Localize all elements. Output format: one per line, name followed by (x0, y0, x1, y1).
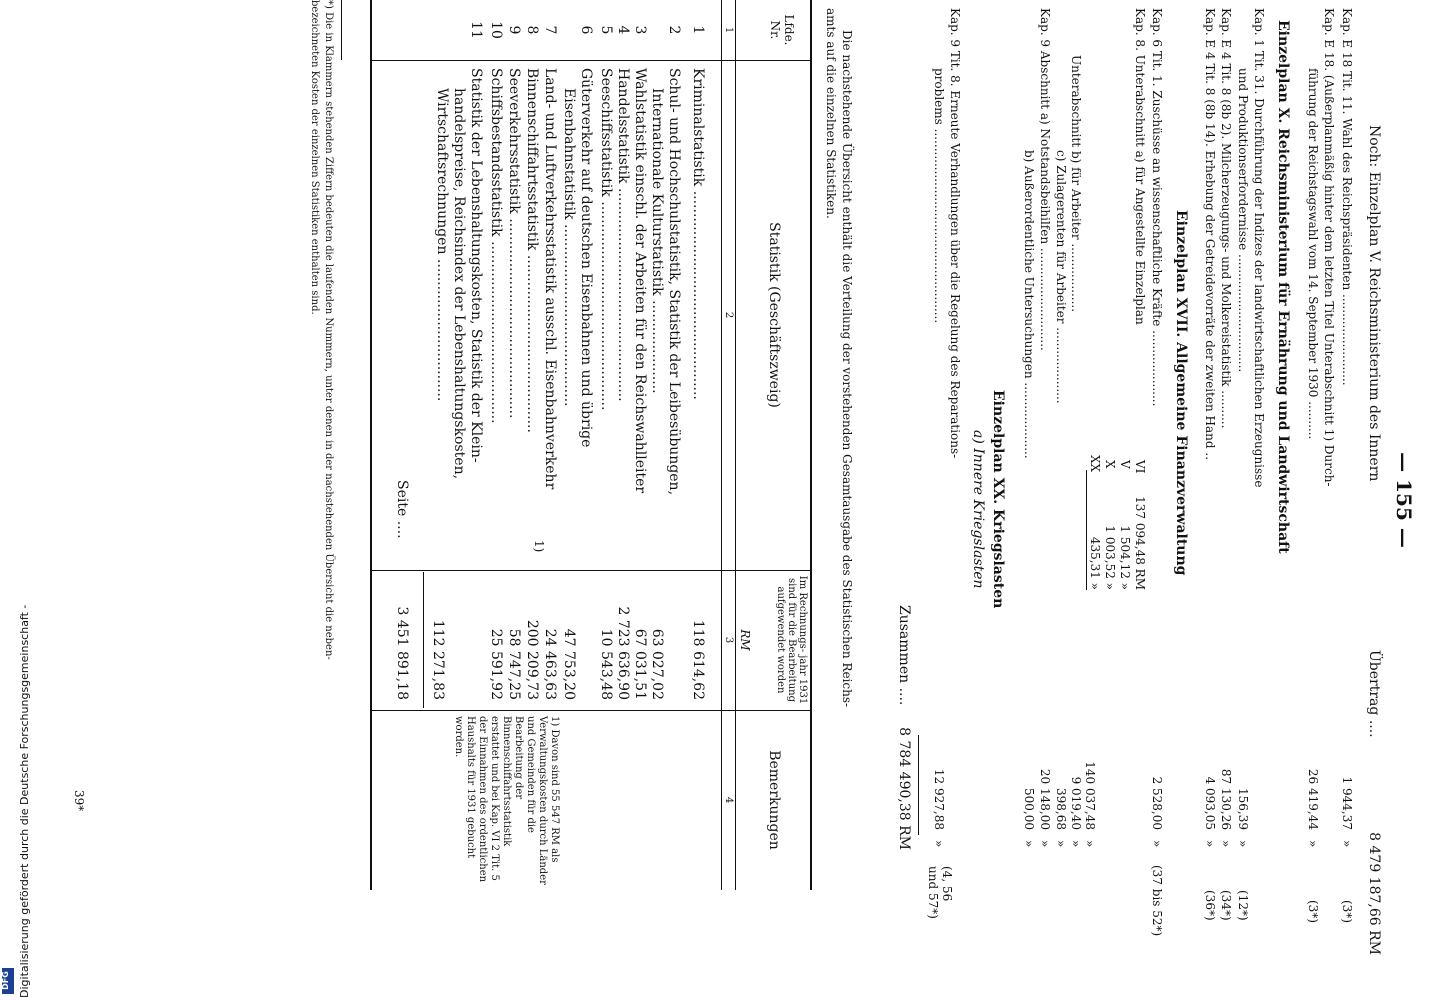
line-ref: (4, 56 und 57*) (926, 866, 954, 919)
row-amount: 200 209,73 (524, 619, 540, 700)
digitization-sidebar (0, 0, 31, 1000)
col-number: 4 (723, 796, 734, 804)
line-unit: » (1022, 840, 1036, 848)
einzelplan-code: VI (1133, 460, 1147, 474)
line-text: führung der Reichstagswahl vom 14. September 1930 .......... (1306, 68, 1320, 440)
row-amount: 118 614,62 (690, 619, 706, 700)
row-amount: 25 591,92 (488, 628, 504, 700)
row-number: 1 (690, 25, 706, 35)
row-amount: 47 753,20 (561, 628, 577, 700)
row-label: handelspreise, Reichsindex der Lebenshaltungskosten, (451, 88, 467, 480)
col-header-unit: RM (738, 629, 752, 651)
line-unit: » (1236, 840, 1250, 848)
sum-rule (1086, 470, 1087, 590)
row-label: Schul- und Hochschulstatistik, Statistik der Leibesübungen, (666, 68, 682, 496)
section-heading: Einzelplan XVII. Allgemeine Finanzverwaltung (1173, 210, 1189, 576)
row-label: Land- und Luftverkehrsstatistik ausschl. Eisenbahnverkehr (542, 68, 558, 490)
einzelplan-code: V (1118, 460, 1132, 469)
line-text: Kap. 9 Tit. 8. Erneute Verhandlungen über die Regelung des Reparations- (948, 8, 962, 459)
digitization-credit: Digitalisierung gefördert durch die Deutsche Forschungsgemeinschaft - (18, 604, 31, 998)
line-amount: 20 148,00 (1038, 768, 1052, 830)
row-number: 10 (488, 21, 504, 39)
row-amount: 112 271,83 (430, 619, 446, 700)
col-divider (372, 710, 812, 711)
row-amount: 58 747,25 (506, 628, 522, 700)
einzelplan-amount: 1 003,52 » (1103, 525, 1117, 590)
col-divider (372, 570, 812, 571)
line-text: b) Außerordentliche Untersuchungen .................... (1022, 150, 1036, 459)
row-amount: 24 463,63 (542, 628, 558, 700)
line-unit: » (1203, 840, 1217, 848)
line-amount: 156,39 (1236, 788, 1250, 830)
einzelplan-amount: 137 094,48 RM (1133, 496, 1147, 590)
line-unit: » (1038, 840, 1052, 848)
line-ref: (3*) (1340, 900, 1354, 923)
col-header-remarks: Bemerkungen (766, 750, 782, 850)
line-amount: 4 093,05 (1203, 776, 1217, 830)
line-ref: (36*) (1203, 890, 1217, 921)
uebertrag-value: 8 479 187,66 RM (1366, 832, 1382, 955)
uebertrag-label: Übertrag .... (1366, 650, 1382, 738)
seite-label: Seite .... (394, 480, 410, 539)
printer-signature: 39* (72, 790, 86, 812)
table-remark: 1) Davon sind 55 547 RM als Verwaltungskosten durch Länder und Gemeinden für die Bearbeitung der Binnenschiffahrtsstatistik erstattet und bei Kap. VI 2 Tit. 5 der Einnahmen des ordentlichen Haushalts für 1931 gebucht worden. (453, 716, 560, 885)
einzelplan-amount: 1 504,12 » (1118, 525, 1132, 590)
line-text: Kap. 9 Abschnitt a) Notstandsbeihilfen ........................... (1038, 8, 1052, 351)
row-label: Seeverkehrsstatistik ............................................. (506, 68, 522, 419)
line-ref: (37 bis 52*) (1150, 865, 1164, 937)
row-amount: 2 723 636,90 (615, 606, 631, 700)
col-number: 3 (723, 636, 734, 644)
row-label: Kriminalstatistik ............................................... (690, 68, 706, 400)
intro-text: amts auf die einzelnen Statistiken. (824, 8, 838, 219)
total-rule (918, 735, 919, 835)
section-subheading: a) Innere Kriegslasten (970, 430, 986, 589)
seite-value: 3 451 891,18 (394, 606, 410, 700)
table-bottom-rule (370, 0, 372, 890)
table-top-rule (810, 0, 812, 890)
line-amount: 2 528,00 (1150, 776, 1164, 830)
line-amount: 500,00 (1022, 788, 1036, 830)
line-unit: » (1219, 840, 1233, 848)
row-label: Wahlstatistik einschl. der Arbeiten für den Reichswahlleiter (632, 68, 648, 494)
row-note-mark: 1) (532, 540, 546, 553)
line-text: Kap. 6 Tit. 1. Zuschüsse an wissenschaftliche Kräfte .................... (1150, 8, 1164, 407)
line-text: c) Zulagerenten für Arbeiter .................... (1054, 150, 1068, 404)
footnote-rule (341, 0, 342, 60)
line-amount: 398,68 (1054, 788, 1068, 830)
row-number: 3 (632, 25, 648, 35)
continued-section-label: Noch: Einzelplan V. Reichsministerium des Innern (1366, 125, 1382, 482)
line-text: Kap. E 18. (Außerplanmäßig hinter dem letzten Titel Unterabschnitt 1) Durch- (1322, 8, 1336, 487)
line-ref: (3*) (1306, 900, 1320, 923)
row-number: 2 (666, 25, 682, 35)
row-label: Internationale Kulturstatistik ..................... (649, 88, 665, 394)
line-text: und Produktionserfordernisse ............................... (1236, 68, 1250, 373)
row-label: Handelsstatistik ................................................ (615, 68, 631, 402)
row-label: Statistik der Lebenshaltungskosten, Statistik der Klein- (468, 68, 484, 463)
line-text: Kap. E 18 Tit. 11. Wahl des Reichspräsidenten ........................ (1340, 8, 1354, 386)
row-amount: 10 543,48 (598, 628, 614, 700)
table-header-rule (735, 0, 736, 890)
row-amount: 63 027,02 (649, 628, 665, 700)
line-text: Unterabschnitt b) für Arbeiter .................. (1069, 55, 1083, 313)
einzelplan-amount: 435,31 » (1088, 536, 1102, 590)
row-number: 9 (506, 25, 522, 35)
total-label: Zusammen .... (896, 605, 912, 706)
row-label: Wirtschaftsrechnungen ................................ (434, 88, 450, 402)
line-text: Kap. 1 Tit. 31. Durchführung der Indizes der landwirtschaftlichen Erzeugnisse (1252, 8, 1266, 488)
row-number: 5 (598, 25, 614, 35)
line-amount: 12 927,88 (932, 768, 946, 830)
line-text: Kap. 8. Unterabschnitt a) für Angestellte Einzelplan (1133, 8, 1147, 325)
line-unit: » (1083, 840, 1097, 848)
line-ref: (12*) (1236, 890, 1250, 921)
col-header-amount: Im Rechnungs- jahr 1931 sind für die Bearbeitung aufgewendet worden (775, 575, 808, 705)
line-amount: 26 419,44 (1306, 768, 1320, 830)
line-amount: 1 944,37 (1340, 776, 1354, 830)
dfg-logo-text: DFG (0, 971, 10, 990)
line-amount: 9 019,40 (1069, 776, 1083, 830)
row-amount: 67 031,51 (632, 628, 648, 700)
row-number: 7 (542, 25, 558, 35)
line-text: Kap. E 4 Tit. 8 (8b 2). Milcherzeugungs- und Molkereistatistik .......... (1219, 8, 1233, 429)
col-number: 1 (723, 26, 734, 34)
section-heading: Einzelplan X. Reichsministerium für Ernährung und Landwirtschaft (1275, 20, 1291, 554)
table-colnum-rule (721, 0, 722, 890)
footnote-text: *) Die in Klammern stehenden Ziffern bedeuten die laufenden Nummern, unter denen in der nachstehenden Übersicht die neben- (323, 0, 334, 660)
row-number: 11 (468, 21, 484, 39)
line-text: problems ................................................... (932, 68, 946, 324)
intro-text: Die nachstehende Übersicht enthält die Verteilung der vorstehenden Gesamtausgabe des Statistischen Reichs- (840, 30, 854, 708)
line-amount: 87 130,26 (1219, 768, 1233, 830)
line-unit: » (1150, 840, 1164, 848)
col-header-statistik: Statistik (Geschäftszweig) (766, 222, 782, 408)
line-amount: 140 037,48 (1083, 761, 1097, 830)
col-number: 2 (723, 311, 734, 319)
total-value: 8 784 490,38 RM (896, 727, 912, 850)
line-unit: » (1054, 840, 1068, 848)
row-label: Binnenschiffahrtsstatistik ........................................ (524, 68, 540, 433)
line-text: Kap. E 4 Tit. 8 (8b 14). Erhebung der Getreidevorräte der zweiten Hand .. (1203, 8, 1217, 461)
col-divider (372, 60, 812, 61)
col-header-nr: Lfde. Nr. (768, 14, 796, 46)
row-label: Güterverkehr auf deutschen Eisenbahnen und übrige (578, 68, 594, 448)
page-number: — 155 — (1392, 452, 1416, 548)
dfg-logo (2, 968, 14, 994)
line-unit: » (932, 840, 946, 848)
row-number: 6 (578, 25, 594, 35)
einzelplan-code: X (1103, 460, 1117, 469)
footnote-text: bezeichneten Kosten der einzelnen Statistiken enthalten sind. (309, 0, 320, 315)
row-number: 4 (615, 25, 631, 35)
row-label: Schiffsbestandsstatistik ......................................... (488, 68, 504, 424)
seite-rule (423, 572, 424, 708)
line-ref: (34*) (1219, 890, 1233, 921)
row-label: Eisenbahnstatistik ......................................... (561, 88, 577, 407)
line-unit: » (1069, 840, 1083, 848)
line-unit: » (1340, 840, 1354, 848)
section-heading: Einzelplan XX. Kriegslasten (990, 390, 1006, 609)
row-number: 8 (524, 25, 540, 35)
row-label: Seeschiffsstatistik ............................................... (598, 68, 614, 411)
line-unit: » (1306, 840, 1320, 848)
einzelplan-code: XX (1088, 455, 1102, 473)
